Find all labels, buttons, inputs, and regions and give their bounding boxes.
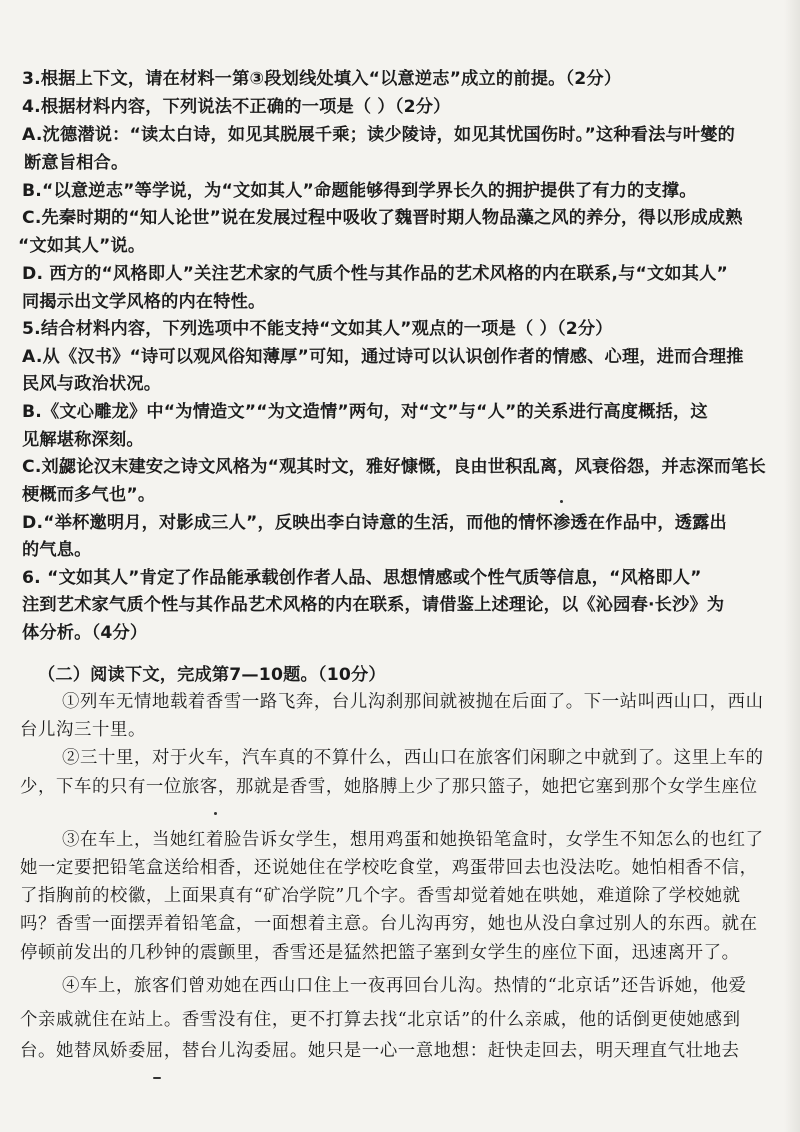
question-4-option-b: B.“以意逆志”等学说，为“文如其人”命题能够得到学界长久的拥护提供了有力的支撑。 — [22, 181, 697, 201]
passage-paragraph-3-line2: 她一定要把铅笔盒送给相香，还说她住在学校吃食堂，鸡蛋带回去也没法吃。她怕相香不信， — [20, 858, 758, 878]
question-4-option-a-line1: A.沈德潜说：“读太白诗，如见其脱展千乘；读少陵诗，如见其忧国伤时。”这种看法与叶燮的 — [22, 125, 736, 145]
passage-paragraph-3-line1: ③在车上，当她红着脸告诉女学生，想用鸡蛋和她换铅笔盒时，女学生不知怎么的也红了 — [62, 830, 764, 850]
passage-paragraph-2-line1: ②三十里，对于火车，汽车真的不算什么，西山口在旅客们闲聊之中就到了。这里上车的 — [62, 748, 764, 768]
passage-paragraph-3-line4: 吗？香雪一面摆弄着铅笔盒，一面想着主意。台儿沟再穷，她也从没白拿过别人的东西。就在 — [20, 914, 758, 934]
passage-paragraph-1-line2: 台儿沟三十里。 — [20, 720, 146, 740]
question-4-option-c-line2: “文如其人”说。 — [18, 236, 146, 256]
passage-paragraph-1-line1: ①列车无情地载着香雪一路飞奔，台儿沟刹那间就被抛在后面了。下一站叫西山口，西山 — [62, 692, 764, 712]
question-4-option-c-line1: C.先秦时期的“知人论世”说在发展过程中吸收了魏晋时期人物品藻之风的养分，得以形成成熟 — [22, 208, 743, 228]
question-5-stem: 5.结合材料内容，下列选项中不能支持“文如其人”观点的一项是（ ）（2分） — [22, 319, 613, 339]
question-4-stem: 4.根据材料内容，下列说法不正确的一项是（ ）（2分） — [22, 97, 451, 117]
passage-paragraph-4-line1: ④车上，旅客们曾劝她在西山口住上一夜再回台儿沟。热情的“北京话”还告诉她，他爱 — [62, 976, 747, 996]
question-5-option-d-line2: 的气息。 — [22, 540, 92, 560]
question-3: 3.根据上下文，请在材料一第③段划线处填入“以意逆志”成立的前提。（2分） — [22, 69, 622, 89]
question-4-option-a-line2: 断意旨相合。 — [24, 153, 129, 173]
scan-speck — [560, 500, 563, 503]
question-6-line1: 6. “文如其人”肯定了作品能承载创作者人品、思想情感或个性气质等信息，“风格即人” — [22, 568, 702, 588]
passage-paragraph-4-line2: 个亲戚就住在站上。香雪没有住，更不打算去找“北京话”的什么亲戚，他的话倒更使她感到 — [20, 1010, 741, 1030]
question-5-option-c-line2: 梗概而多气也”。 — [22, 485, 156, 505]
question-5-option-a-line2: 民风与政治状况。 — [22, 374, 162, 394]
scan-shadow-edge — [784, 0, 800, 1132]
question-4-option-d-line2: 同揭示出文学风格的内在特性。 — [22, 292, 266, 312]
question-6-line2: 注到艺术家气质个性与其作品艺术风格的内在联系，请借鉴上述理论，以《沁园春·长沙》为 — [22, 595, 725, 615]
question-5-option-c-line1: C.刘勰论汉末建安之诗文风格为“观其时文，雅好慷慨，良由世积乱离，风衰俗怨，并志深而笔长 — [22, 457, 766, 477]
question-6-line3: 体分析。（4分） — [22, 623, 148, 643]
section-2-heading: （二）阅读下文，完成第7—10题。（10分） — [38, 665, 386, 685]
question-5-option-b-line2: 见解堪称深刻。 — [22, 430, 144, 450]
question-5-option-d-line1: D.“举杯邀明月，对影成三人”，反映出李白诗意的生活，而他的情怀渗透在作品中，透露出 — [22, 513, 727, 533]
passage-paragraph-3-line3: 了指胸前的校徽，上面果真有“矿冶学院”几个字。香雪却觉着她在哄她，难道除了学校她就 — [20, 886, 741, 906]
passage-paragraph-4-line3: 台。她替凤娇委屈，替台儿沟委屈。她只是一心一意地想：赶快走回去，明天理直气壮地去 — [20, 1041, 740, 1061]
scan-speck — [153, 1077, 161, 1079]
question-5-option-a-line1: A.从《汉书》“诗可以观风俗知薄厚”可知，通过诗可以认识创作者的情感、心理，进而合理推 — [22, 347, 744, 367]
scan-speck — [214, 812, 217, 815]
passage-paragraph-2-line2: 少，下车的只有一位旅客，那就是香雪，她胳膊上少了那只篮子，她把它塞到那个女学生座位 — [20, 777, 758, 797]
passage-paragraph-3-line5: 停顿前发出的几秒钟的震颤里，香雪还是猛然把篮子塞到女学生的座位下面，迅速离开了。 — [20, 943, 740, 963]
question-4-option-d-line1: D. 西方的“风格即人”关注艺术家的气质个性与其作品的艺术风格的内在联系,与“文如其人” — [22, 264, 729, 284]
question-5-option-b-line1: B.《文心雕龙》中“为情造文”“为文造情”两句，对“文”与“人”的关系进行高度概括，这 — [22, 402, 708, 422]
